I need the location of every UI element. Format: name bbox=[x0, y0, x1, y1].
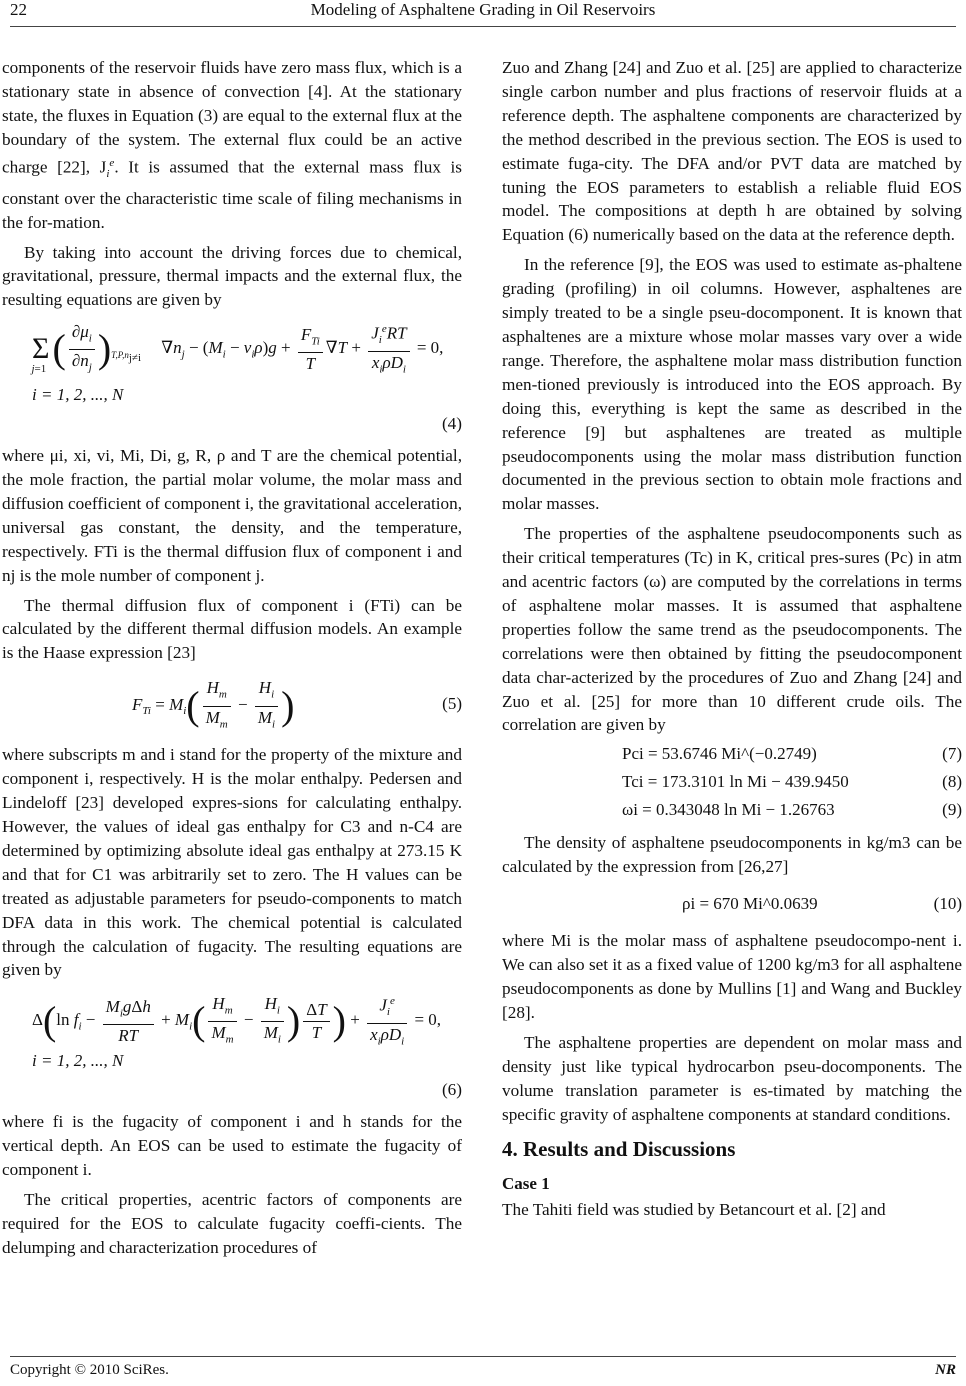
paragraph: where Mi is the molar mass of asphaltene pseudocompo-nent i. We can also set it as a fixed value of 1200 kg/m3 for all asphaltene pseudocomponents as done by Mullins [1] and Wang and Buckley [28]. bbox=[502, 931, 962, 1022]
page-header bbox=[0, 0, 966, 30]
equation-9 bbox=[502, 799, 962, 821]
right-column bbox=[502, 56, 962, 1228]
equation-range: i = 1, 2, ..., N bbox=[32, 385, 124, 405]
equation-number: (6) bbox=[441, 1080, 462, 1100]
equation-6: Δ(ln $f_i$ − $\frac{M_ig\Delta h}{RT}$ + $M_i$( $\frac{H_m}{M_m}$ − $\frac{H_i}{M_i}$ ) $\frac{\Delta T}{T}$ ) + $\frac{J_i^e}{x_i\rho D_i}$ = 0, i = 1, 2, ..., N bbox=[2, 988, 462, 1066]
running-title: Modeling of Asphaltene Grading in Oil Reservoirs bbox=[310, 0, 656, 19]
paragraph: where μi, xi, vi, Mi, Di, g, R, ρ and T are the chemical potential, the mole fraction, the partial molar volume, the molar mass and diffusion coefficient of component i, the gravitational acceleration, universal gas constant, the density, and the temperature, respectively. FTi is the thermal diffusion flux of component i and nj is the mole number of component j. bbox=[2, 446, 462, 585]
paragraph: where fi is the fugacity of component i and h stands for the vertical depth. An EOS can be used to estimate the fugacity of component i. bbox=[2, 1112, 462, 1180]
paragraph: The critical properties, acentric factors of components are required for the EOS to calculate fugacity coeffi-cients. The delumping and characterization procedures of bbox=[2, 1189, 462, 1257]
footer-rule bbox=[10, 1356, 956, 1357]
paragraph: The thermal diffusion flux of component i (FTi) can be calculated by the different thermal diffusion models. An example is the Haase expression [23] bbox=[2, 595, 462, 663]
paragraph: Zuo and Zhang [24] and Zuo et al. [25] are applied to characterize single carbon number and plus fractions of reservoir fluids at a reference depth. The asphaltene components are characterized by the method described in the previous section. The EOS is used to estimate fuga-city. The DFA and/or PVT data are matched by tuning the EOS parameters to establish a reliable fluid EOS model. The compositions at depth h are obtained by solving Equation (6) numerically based on the data at the reference depth. bbox=[502, 58, 962, 245]
subsection-heading: Case 1 bbox=[502, 1174, 550, 1194]
paragraph: The properties of the asphaltene pseudocomponents such as their critical temperatures (Tc) in K, critical pres-sures (Pc) in atm and acentric factors (ω) are computed by the correlations in terms of asphaltene molar masses. It is assumed that asphaltene properties follow the same trend as the pseudocomponents. The correlations were then obtained by fitting the pseudocomponent data char-acterized by the procedures of Zuo and Zhang [24] and Zuo et al. [25] for more than 10 different crude oils. The correlation are given by bbox=[502, 524, 962, 735]
equation-text: Pci = 53.6746 Mi^(−0.2749) bbox=[622, 744, 817, 764]
equation-4: $\Sigma_{j=1}$ ( $\frac{\partial\mu_i}{\partial n_j}$ )$_{T,P,n_{j\ne i}}$ $\nabla n_j - (M_i - v_i\rho)g$ + $\frac{F_{Ti}}{T}$ ∇T + $\frac{J_i^eRT}{x_i\rho D_i}$ = 0, i = 1, 2, ..., N bbox=[2, 318, 462, 406]
section-heading: 4. Results and Discussions bbox=[502, 1137, 736, 1162]
equation-text: ωi = 0.343048 ln Mi − 1.26763 bbox=[622, 800, 835, 820]
equation-number: (5) bbox=[442, 694, 462, 714]
copyright: Copyright © 2010 SciRes. bbox=[10, 1362, 169, 1378]
equation-text: ρi = 670 Mi^0.0639 bbox=[682, 894, 818, 914]
paragraph: where subscripts m and i stand for the property of the mixture and component i, respectively. H is the molar enthalpy. Pedersen and Lindeloff [23] developed expres-sions for calculating enthalpy. However, the values of ideal gas enthalpy for C3 and n-C4 are determined by optimizing absolute ideal gas enthalpy at 273.15 K and that for C1 was arbitrarily set to zero. The H values can be treated as adjustable parameters for pseudo-components to match DFA data in this work. The chemical potential is calculated through the calculation of fugacity. The resulting equations are given by bbox=[2, 745, 462, 980]
equation-number: (10) bbox=[933, 894, 962, 914]
page-number: 22 bbox=[10, 0, 27, 19]
header-rule bbox=[10, 26, 956, 27]
equation-7 bbox=[502, 743, 962, 765]
equation-number: (7) bbox=[942, 744, 962, 764]
equation-text: Tci = 173.3101 ln Mi − 439.9450 bbox=[622, 772, 849, 792]
equation-number: (9) bbox=[942, 800, 962, 820]
equation-range: i = 1, 2, ..., N bbox=[32, 1051, 124, 1071]
paragraph: The Tahiti field was studied by Betancourt et al. [2] and bbox=[502, 1200, 886, 1220]
paragraph: components of the reservoir fluids have zero mass flux, which is a stationary state in absence of convection [4]. At the stationary state, the fluxes in Equation (3) are equal to the external flux at the boundary of the system. The external flux could be an active charge [22], $J_i^e$. It is assumed that the external mass flux is constant over the characteristic time scale of filing mechanisms in the for-mation. bbox=[2, 58, 462, 232]
paragraph: The asphaltene properties are dependent on molar mass and density just like typical hydrocarbon pseu-docomponents. The volume translation parameter is es-timated by matching the specific gravity of asphaltene components at standard conditions. bbox=[502, 1032, 962, 1124]
equation-number: (8) bbox=[942, 772, 962, 792]
equation-10 bbox=[502, 893, 962, 915]
paragraph: By taking into account the driving forces due to chemical, gravitational, pressure, thermal impacts and the external flux, the resulting equations are given by bbox=[2, 242, 462, 310]
equation-8 bbox=[502, 771, 962, 793]
left-column bbox=[2, 56, 462, 1266]
equation-5: $F_{Ti} = M_i$( $\frac{H_m}{M_m}$ − $\frac{H_i}{M_i}$ ) (5) bbox=[132, 678, 462, 731]
equation-number: (4) bbox=[441, 414, 462, 434]
page-footer bbox=[0, 1362, 966, 1386]
paragraph: The density of asphaltene pseudocomponents in kg/m3 can be calculated by the expression from [26,27] bbox=[502, 833, 962, 877]
paragraph: In the reference [9], the EOS was used to estimate as-phaltene grading (profiling) in oil columns. However, asphaltenes are simply treated to be a single pseu-docomponent. It is known that asphaltenes are a mixture whose molar masses vary over a wide range. Therefore, the asphaltene molar mass distribution function men-tioned previously is introduced into the EOS approach. By doing this, everything is kept the same as described in the reference [9] but asphaltenes are treated as multiple pseudocomponents using the molar mass distribution function documented in the previous section to obtain mole fractions and molar masses. bbox=[502, 255, 962, 514]
journal-abbrev: NR bbox=[935, 1362, 956, 1378]
